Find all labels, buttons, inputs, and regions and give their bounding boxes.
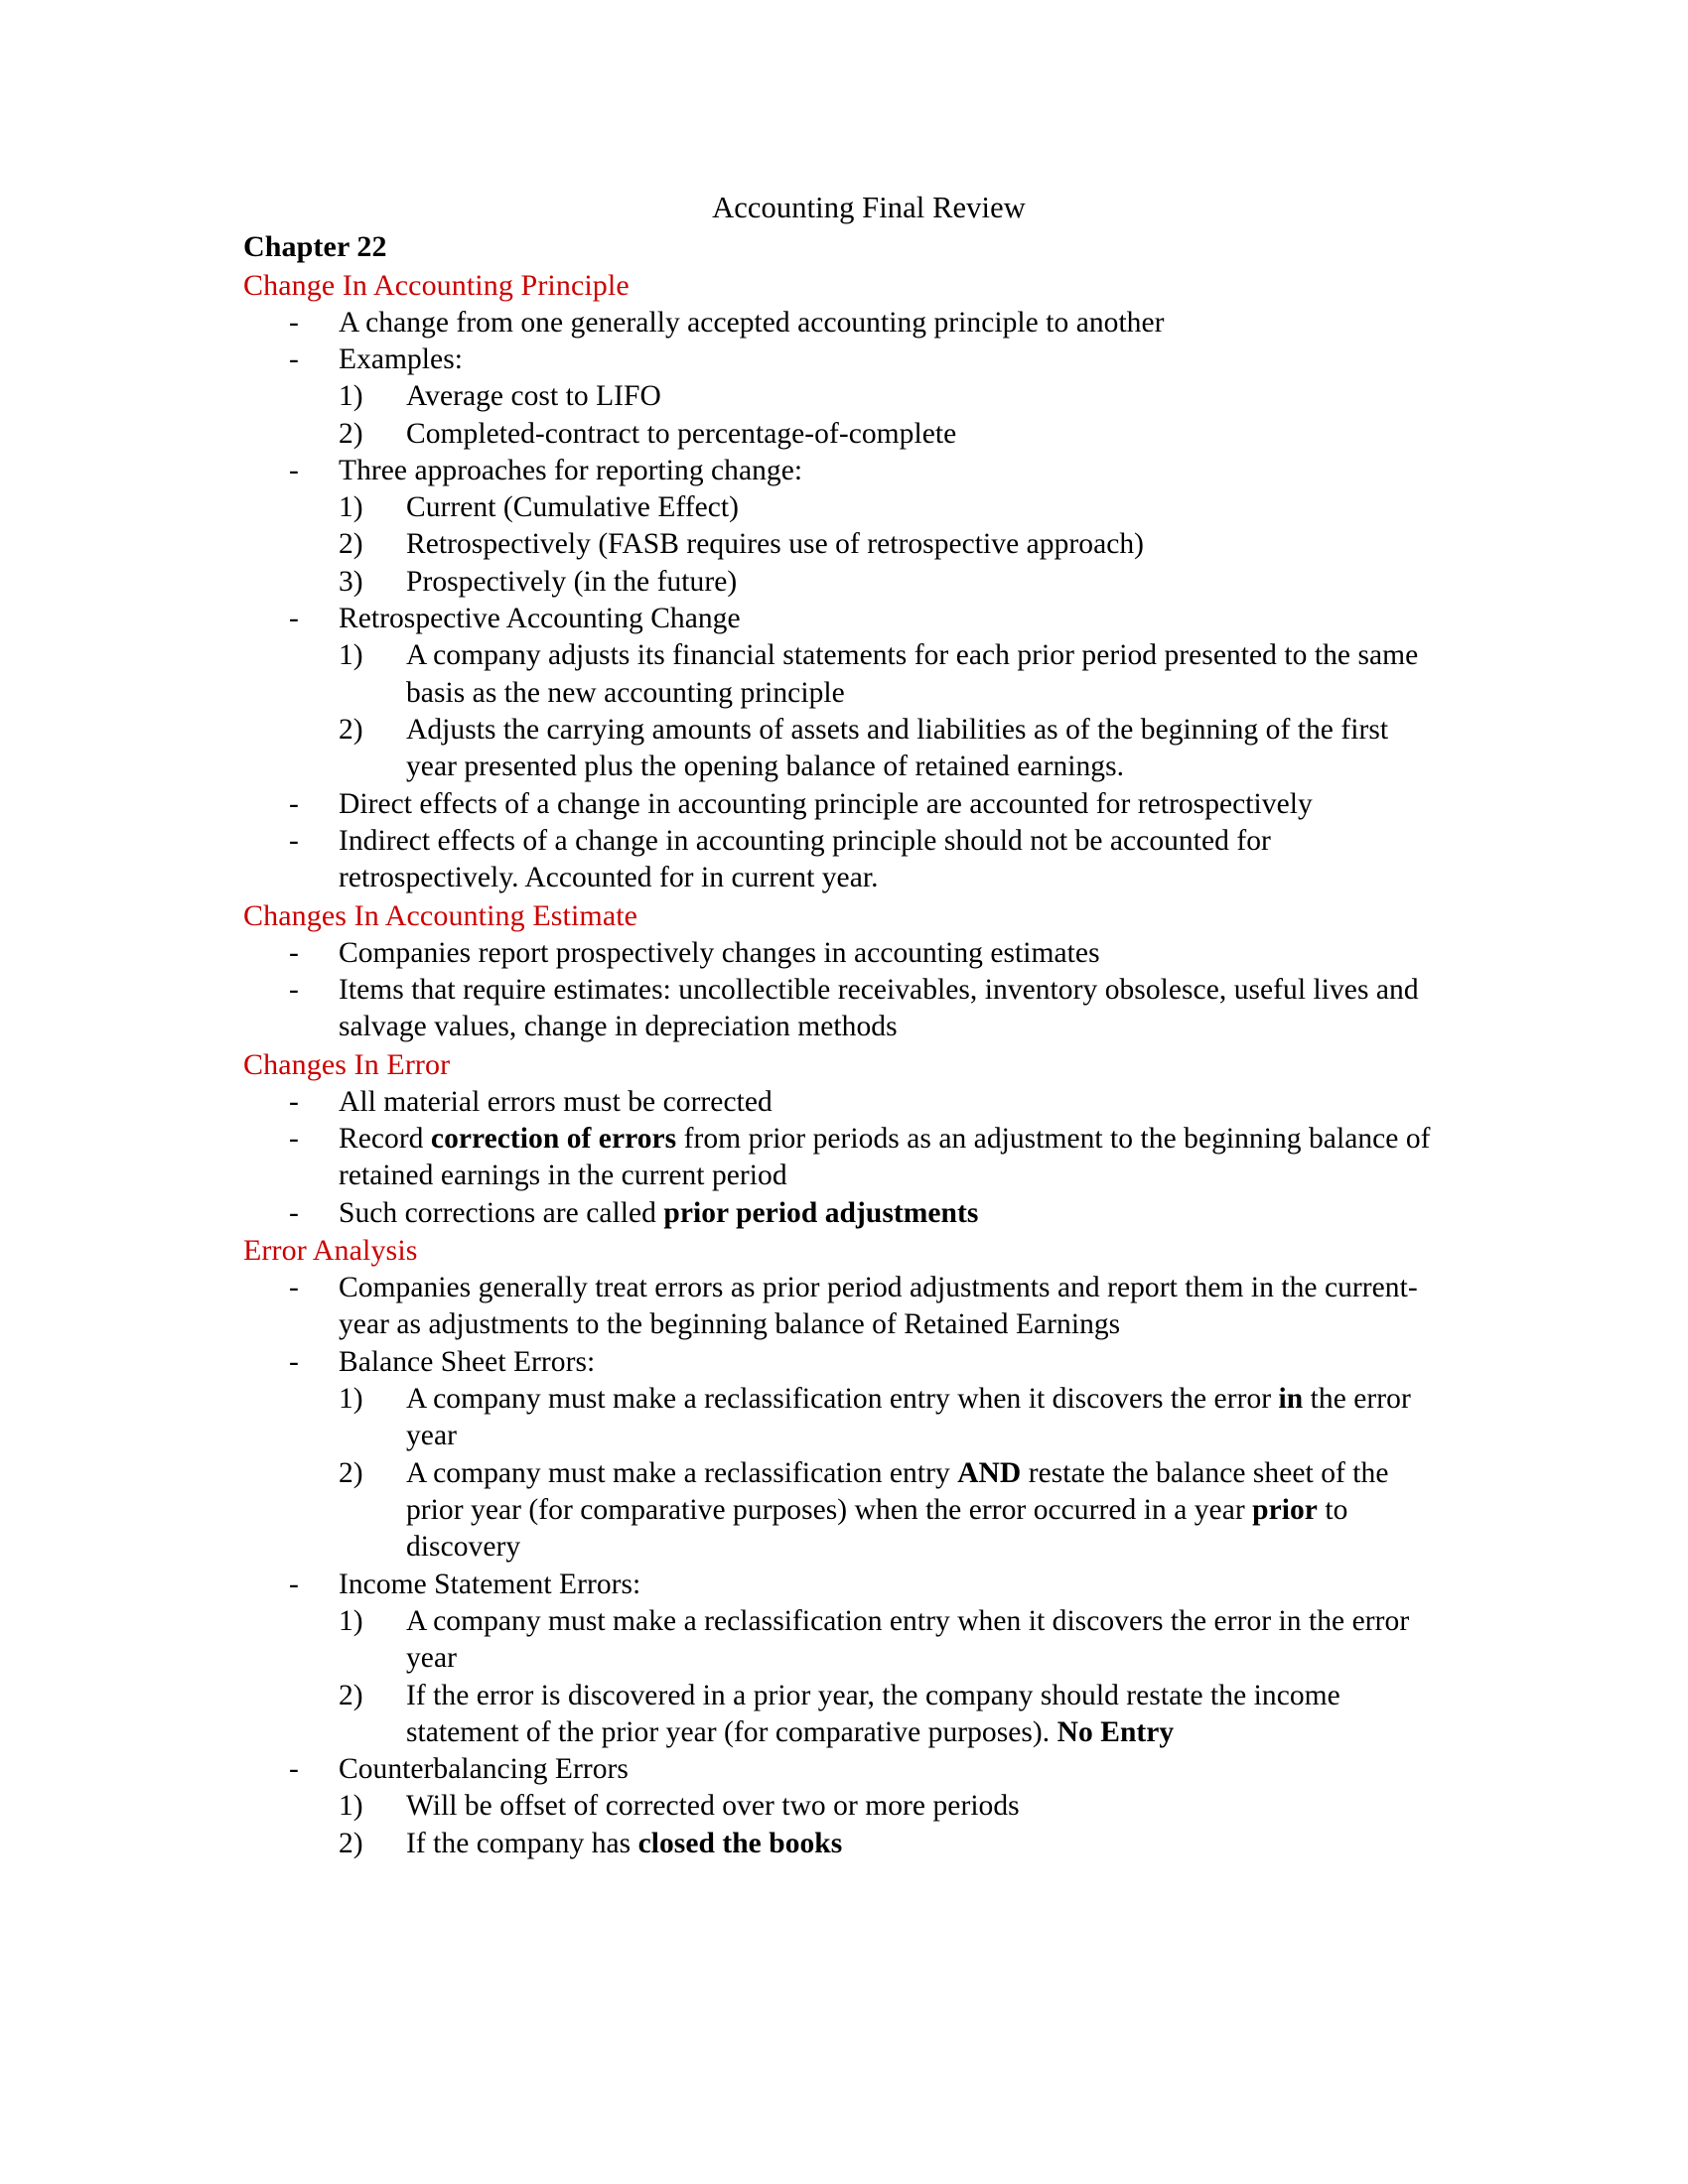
body-text: Companies generally treat errors as prior period adjustments and report them in the current-year as adjustments to the beginning balance of Retained Earnings (339, 1272, 1418, 1341)
list-item (243, 1567, 1435, 1752)
list-marker: 2) (339, 1827, 363, 1859)
dash-bullet-icon: - (289, 603, 299, 635)
body-text: A company must make a reclassification entry when it discovers the error (406, 1383, 1279, 1416)
dash-bullet-icon: - (289, 1123, 299, 1156)
body-text: Balance Sheet Errors: (339, 1345, 596, 1378)
numbered-list (339, 637, 1435, 785)
list-item (243, 1084, 1435, 1121)
body-text: restate the balance sheet of the prior year (for comparative purposes) when the error occurred in a year (406, 1456, 1389, 1526)
numbered-list-item (339, 378, 1435, 415)
section-heading: Error Analysis (243, 1233, 418, 1267)
document-content (243, 189, 1435, 1862)
body-text: Indirect effects of a change in accounting principle should not be accounted for retrospectively. Accounted for in current year. (339, 824, 1271, 894)
list-marker: 1) (339, 1604, 363, 1637)
numbered-list (339, 1381, 1435, 1567)
section-heading: Changes In Error (243, 1047, 451, 1081)
body-text: If the error is discovered in a prior year, the company should restate the income statement of the prior year (for comparative purposes). (406, 1679, 1340, 1748)
list-item (243, 935, 1435, 972)
body-text: Prospectively (in the future) (406, 565, 738, 598)
bullet-list (243, 1270, 1435, 1862)
list-item (243, 453, 1435, 601)
section-heading: Changes In Accounting Estimate (243, 898, 638, 932)
body-text: A change from one generally accepted accounting principle to another (339, 306, 1165, 339)
numbered-list-item (339, 1678, 1435, 1752)
emphasis-text: prior (1252, 1493, 1318, 1526)
dash-bullet-icon: - (289, 936, 299, 969)
emphasis-text: in (1278, 1383, 1304, 1416)
dash-bullet-icon: - (289, 306, 299, 339)
list-item (243, 1270, 1435, 1344)
document-title: Accounting Final Review (712, 191, 1026, 224)
list-item (243, 1121, 1435, 1195)
list-marker: 1) (339, 491, 363, 524)
numbered-list-item (339, 1381, 1435, 1455)
body-text: Current (Cumulative Effect) (406, 491, 740, 524)
body-text: Companies report prospectively changes in accounting estimates (339, 936, 1100, 969)
list-marker: 2) (339, 714, 363, 747)
chapter-heading: Chapter 22 (243, 230, 387, 264)
body-text: Counterbalancing Errors (339, 1753, 629, 1786)
numbered-list-item (339, 637, 1435, 712)
bullet-list (243, 305, 1435, 897)
body-text: Such corrections are called (339, 1196, 664, 1229)
body-text: Examples: (339, 342, 463, 375)
dash-bullet-icon: - (289, 342, 299, 375)
body-text: Will be offset of corrected over two or more periods (406, 1790, 1020, 1823)
list-marker: 1) (339, 380, 363, 413)
sections-container (243, 267, 1435, 1863)
list-item (243, 601, 1435, 786)
dash-bullet-icon: - (289, 1568, 299, 1600)
emphasis-text: correction of errors (430, 1123, 677, 1156)
body-text: All material errors must be corrected (339, 1085, 773, 1118)
dash-bullet-icon: - (289, 454, 299, 486)
numbered-list (339, 378, 1435, 453)
numbered-list-item (339, 1603, 1435, 1678)
dash-bullet-icon: - (289, 974, 299, 1007)
body-text: Retrospective Accounting Change (339, 603, 741, 635)
body-text: Adjusts the carrying amounts of assets and liabilities as of the beginning of the first year presented plus the opening balance of retained earnings. (406, 714, 1389, 783)
body-text: Direct effects of a change in accounting principle are accounted for retrospectively (339, 787, 1313, 820)
list-item (243, 1344, 1435, 1567)
body-text: Items that require estimates: uncollectible receivables, inventory obsolesce, useful lives and salvage values, change in depreciation methods (339, 974, 1419, 1043)
numbered-list-item (339, 489, 1435, 526)
list-marker: 2) (339, 417, 363, 450)
bullet-list (243, 935, 1435, 1046)
dash-bullet-icon: - (289, 824, 299, 857)
list-marker: 3) (339, 565, 363, 598)
body-text: the error year (406, 1383, 1411, 1452)
dash-bullet-icon: - (289, 1272, 299, 1304)
list-item (243, 972, 1435, 1046)
numbered-list-item (339, 416, 1435, 453)
numbered-list-item (339, 1788, 1435, 1825)
body-text: to discovery (406, 1493, 1348, 1564)
bullet-list (243, 1084, 1435, 1232)
emphasis-text: prior period adjustments (663, 1196, 979, 1229)
dash-bullet-icon: - (289, 1753, 299, 1786)
dash-bullet-icon: - (289, 787, 299, 820)
list-item (243, 823, 1435, 897)
numbered-list (339, 1788, 1435, 1862)
list-marker: 2) (339, 1679, 363, 1711)
body-text: Income Statement Errors: (339, 1568, 641, 1600)
body-text: Retrospectively (FASB requires use of retrospective approach) (406, 528, 1145, 561)
body-text: A company adjusts its financial statements for each prior period presented to the same basis as the new accounting principle (406, 639, 1419, 709)
dash-bullet-icon: - (289, 1196, 299, 1229)
numbered-list-item (339, 712, 1435, 786)
list-marker: 1) (339, 1790, 363, 1823)
numbered-list-item (339, 526, 1435, 563)
section-heading: Change In Accounting Principle (243, 268, 630, 302)
body-text: A company must make a reclassification entry (406, 1456, 958, 1489)
list-marker: 1) (339, 639, 363, 672)
numbered-list (339, 489, 1435, 601)
list-item (243, 786, 1435, 823)
list-item (243, 305, 1435, 341)
emphasis-text: closed the books (637, 1827, 843, 1859)
list-item (243, 1195, 1435, 1232)
dash-bullet-icon: - (289, 1345, 299, 1378)
list-marker: 2) (339, 1456, 363, 1489)
body-text: Completed-contract to percentage-of-complete (406, 417, 957, 450)
list-marker: 1) (339, 1383, 363, 1416)
dash-bullet-icon: - (289, 1085, 299, 1118)
list-marker: 2) (339, 528, 363, 561)
list-item (243, 1751, 1435, 1862)
numbered-list-item (339, 1455, 1435, 1567)
body-text: Record (339, 1123, 431, 1156)
body-text: from prior periods as an adjustment to the beginning balance of retained earnings in the current period (339, 1123, 1431, 1192)
numbered-list (339, 1603, 1435, 1751)
numbered-list-item (339, 1826, 1435, 1862)
body-text: A company must make a reclassification entry when it discovers the error in the error year (406, 1604, 1410, 1675)
body-text: Average cost to LIFO (406, 380, 661, 413)
list-item (243, 341, 1435, 453)
emphasis-text: AND (957, 1456, 1022, 1489)
numbered-list-item (339, 564, 1435, 601)
emphasis-text: No Entry (1056, 1715, 1175, 1748)
body-text: Three approaches for reporting change: (339, 454, 803, 486)
body-text: If the company has (406, 1827, 638, 1859)
